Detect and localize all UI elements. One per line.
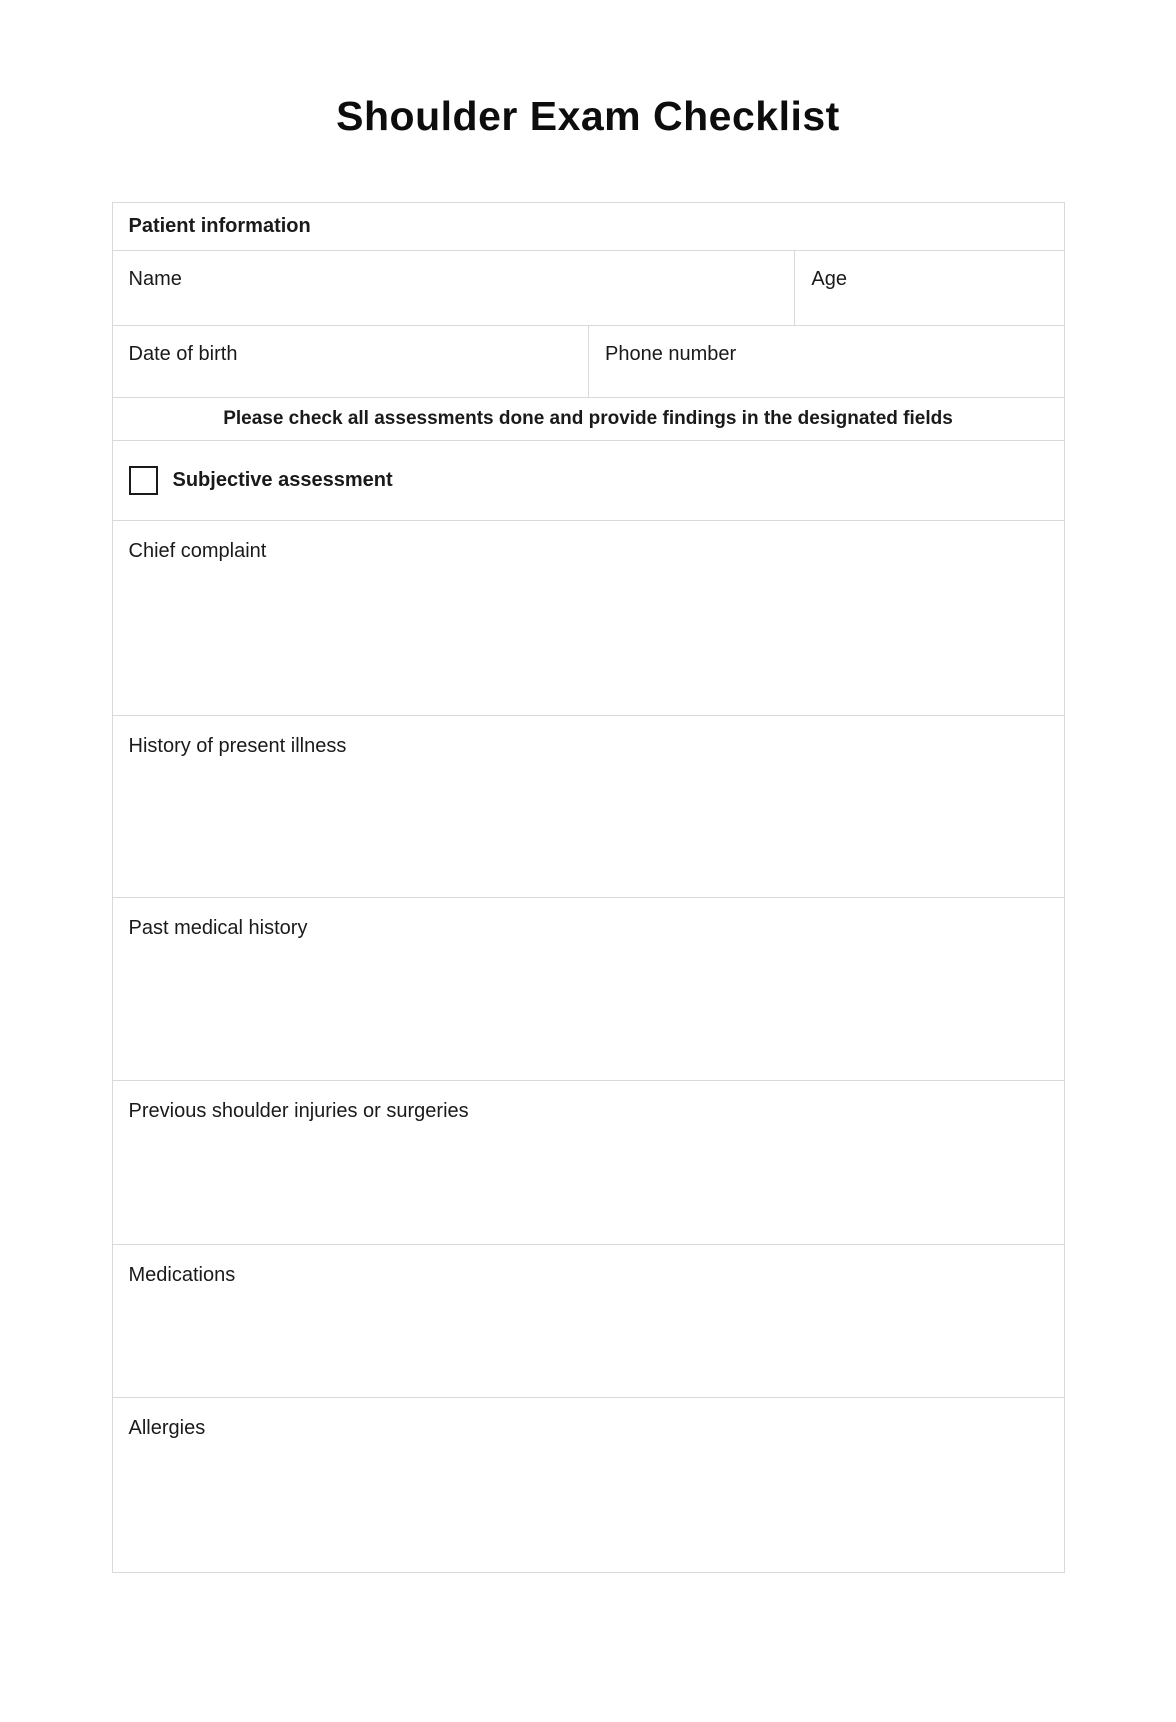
finding-row-medications[interactable]	[113, 1244, 1064, 1397]
shoulder-exam-form-table	[112, 202, 1065, 1573]
finding-row-history-of-present-illness[interactable]	[113, 715, 1064, 897]
name-field-label: Name	[128, 268, 182, 290]
finding-row-label: Medications	[128, 1264, 236, 1286]
subjective-assessment-label: Subjective assessment	[172, 469, 393, 491]
patient-info-section-title: Patient information	[128, 215, 311, 237]
name-field-cell[interactable]	[113, 251, 795, 325]
finding-row-chief-complaint[interactable]	[113, 520, 1064, 715]
finding-row-allergies[interactable]	[113, 1397, 1064, 1572]
subjective-assessment-row	[113, 440, 1064, 520]
age-field-label: Age	[811, 268, 847, 290]
name-age-row	[113, 250, 1064, 325]
instruction-text: Please check all assessments done and provide findings in the designated fields	[223, 408, 953, 429]
instruction-row	[113, 397, 1064, 440]
patient-info-header-row	[113, 203, 1064, 250]
subjective-assessment-checkbox[interactable]	[129, 466, 158, 495]
date-of-birth-field-label: Date of birth	[128, 343, 238, 365]
finding-row-past-medical-history[interactable]	[113, 897, 1064, 1080]
finding-row-label: History of present illness	[128, 735, 347, 757]
finding-row-label: Past medical history	[128, 917, 308, 939]
phone-number-field-label: Phone number	[605, 343, 737, 365]
page-title: Shoulder Exam Checklist	[336, 93, 840, 139]
dob-phone-row	[113, 325, 1064, 397]
date-of-birth-field-cell[interactable]	[113, 326, 589, 397]
finding-row-label: Chief complaint	[128, 540, 267, 562]
finding-row-label: Previous shoulder injuries or surgeries	[128, 1100, 469, 1122]
finding-row-previous-shoulder-injuries[interactable]	[113, 1080, 1064, 1244]
finding-row-label: Allergies	[128, 1417, 206, 1439]
age-field-cell[interactable]	[794, 251, 1063, 325]
phone-number-field-cell[interactable]	[588, 326, 1064, 397]
